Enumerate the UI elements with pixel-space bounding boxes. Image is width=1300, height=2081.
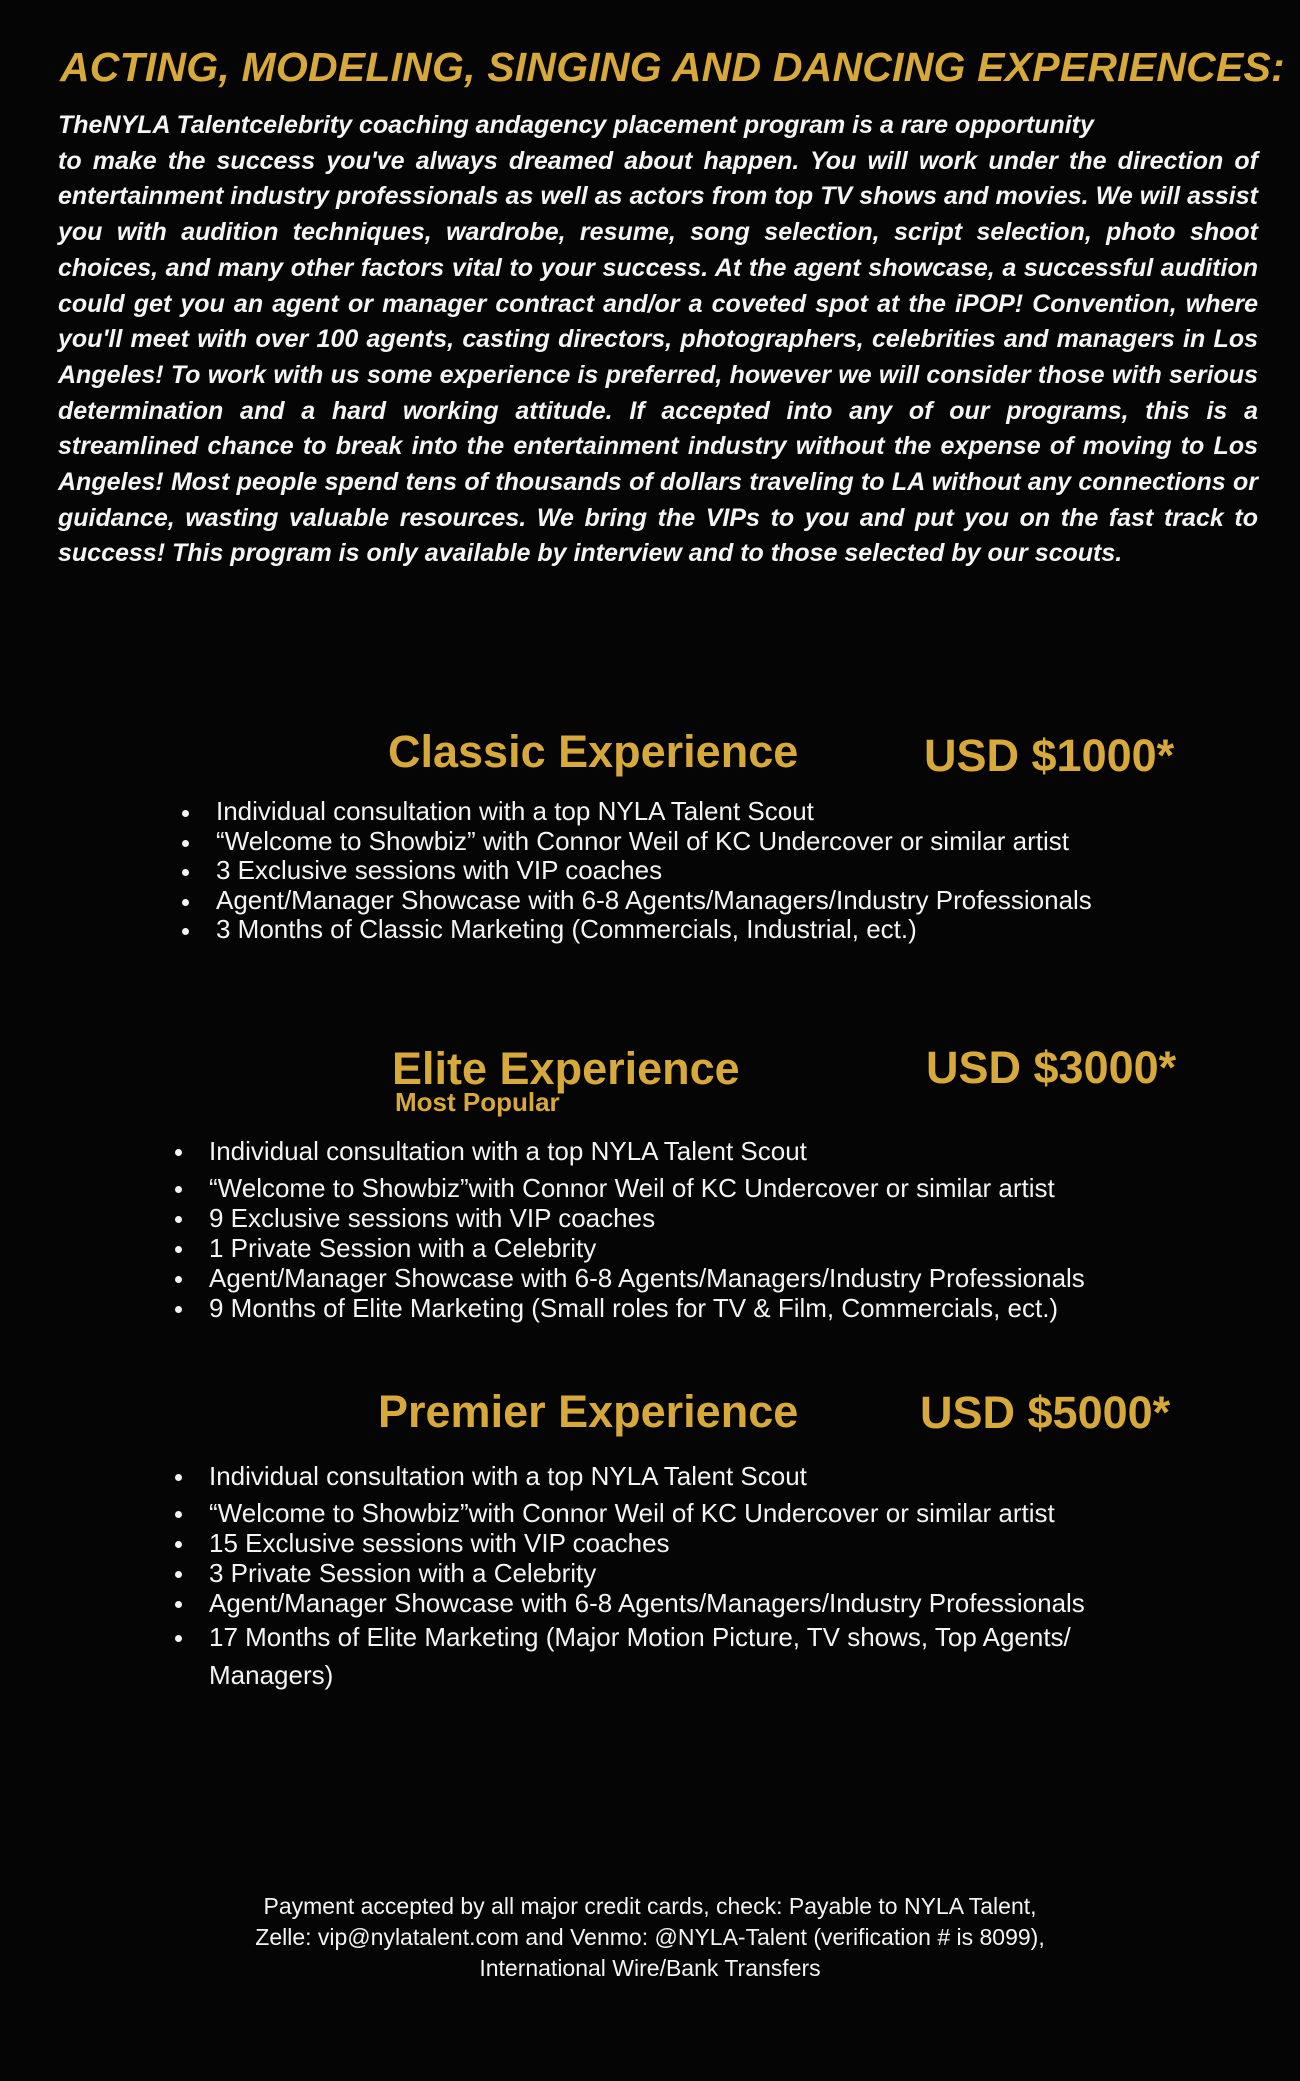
payment-line: Payment accepted by all major credit cards, check: Payable to NYLA Talent,	[263, 1893, 1037, 1919]
list-item: Individual consultation with a top NYLA Talent Scout	[180, 797, 1200, 827]
list-item: 9 Exclusive sessions with VIP coaches	[173, 1203, 1213, 1233]
list-item: 15 Exclusive sessions with VIP coaches	[173, 1528, 1133, 1558]
list-item: Agent/Manager Showcase with 6-8 Agents/Managers/Industry Professionals	[180, 886, 1200, 916]
elite-price: USD $3000*	[926, 1042, 1177, 1093]
list-item: Individual consultation with a top NYLA Talent Scout	[173, 1461, 1133, 1491]
page-headline: ACTING, MODELING, SINGING AND DANCING EXPERIENCES:	[60, 44, 1285, 90]
payment-line: International Wire/Bank Transfers	[479, 1955, 821, 1981]
list-item: “Welcome to Showbiz”with Connor Weil of KC Undercover or similar artist	[173, 1498, 1133, 1528]
list-item: Agent/Manager Showcase with 6-8 Agents/Managers/Industry Professionals	[173, 1588, 1133, 1618]
list-item: Individual consultation with a top NYLA Talent Scout	[173, 1136, 1213, 1166]
elite-subtitle-badge: Most Popular	[395, 1087, 560, 1117]
list-item: 3 Months of Classic Marketing (Commercials, Industrial, ect.)	[180, 915, 1200, 945]
list-item: 9 Months of Elite Marketing (Small roles for TV & Film, Commercials, ect.)	[173, 1293, 1213, 1323]
list-item: Agent/Manager Showcase with 6-8 Agents/Managers/Industry Professionals	[173, 1263, 1213, 1293]
elite-feature-list	[173, 1136, 1213, 1323]
list-item: 3 Private Session with a Celebrity	[173, 1558, 1133, 1588]
intro-first-line: TheNYLA Talentcelebrity coaching andagency placement program is a rare opportunity	[58, 111, 1094, 139]
premier-feature-list	[173, 1461, 1133, 1694]
list-item: 1 Private Session with a Celebrity	[173, 1233, 1213, 1263]
elite-title: Elite Experience	[392, 1043, 740, 1094]
list-item: “Welcome to Showbiz” with Connor Weil of KC Undercover or similar artist	[180, 827, 1200, 857]
list-item: “Welcome to Showbiz”with Connor Weil of KC Undercover or similar artist	[173, 1173, 1213, 1203]
payment-line: Zelle: vip@nylatalent.com and Venmo: @NYLA-Talent (verification # is 8099),	[255, 1924, 1045, 1950]
intro-paragraph	[58, 108, 1258, 572]
classic-feature-list	[180, 797, 1200, 945]
payment-info	[200, 1891, 1100, 1984]
intro-body: to make the success you've always dreamed about happen. You will work under the direction of entertainment industry professionals as well as actors from top TV shows and movies. We will assist you with audition techniques, wardrobe, resume, song selection, script selection, photo shoot choices, and many other factors vital to your success. At the agent showcase, a successful audition could get you an agent or manager contract and/or a coveted spot at the iPOP! Convention, where you'll meet with over 100 agents, casting directors, photographers, celebrities and managers in Los Angeles! To work with us some experience is preferred, however we will consider those with serious determination and a hard working attitude. If accepted into any of our programs, this is a streamlined chance to break into the entertainment industry without the expense of moving to Los Angeles! Most people spend tens of thousands of dollars traveling to LA without any connections or guidance, wasting valuable resources. We bring the VIPs to you and put you on the fast track to success! This program is only available by interview and to those selected by our scouts.	[58, 146, 1258, 568]
list-item: 17 Months of Elite Marketing (Major Motion Picture, TV shows, Top Agents/ Managers)	[173, 1618, 1133, 1694]
classic-price: USD $1000*	[924, 730, 1175, 781]
list-item: 3 Exclusive sessions with VIP coaches	[180, 856, 1200, 886]
premier-title: Premier Experience	[378, 1386, 799, 1437]
classic-title: Classic Experience	[388, 726, 799, 777]
premier-price: USD $5000*	[920, 1387, 1171, 1438]
